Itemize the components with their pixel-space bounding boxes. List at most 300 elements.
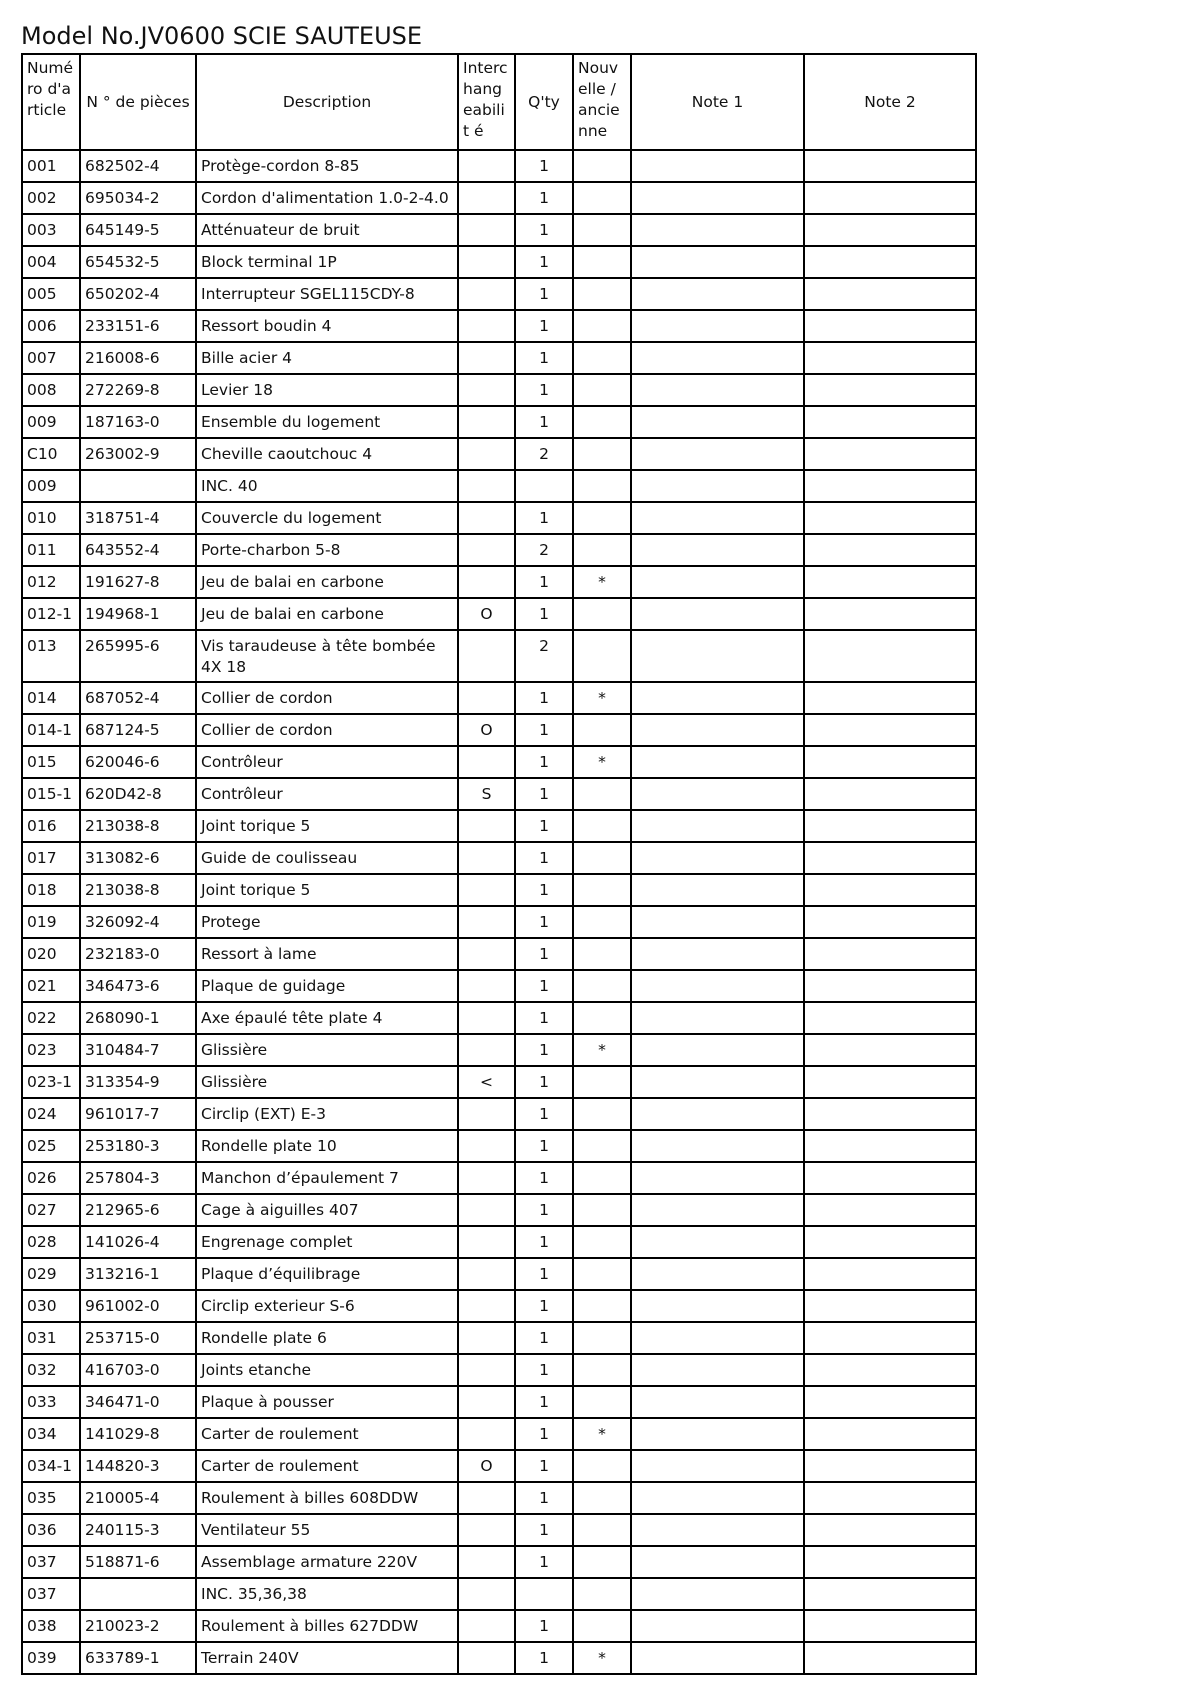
cell-interchangeability: <	[458, 1066, 515, 1098]
cell-part-number: 187163-0	[80, 406, 196, 438]
cell-item-number: 025	[22, 1130, 80, 1162]
cell-new-old	[573, 598, 631, 630]
cell-item-number: 023	[22, 1034, 80, 1066]
cell-interchangeability	[458, 406, 515, 438]
table-row	[22, 778, 976, 810]
cell-description: Axe épaulé tête plate 4	[196, 1002, 458, 1034]
cell-note-1	[631, 1258, 804, 1290]
cell-description: Circlip (EXT) E-3	[196, 1098, 458, 1130]
cell-note-1	[631, 438, 804, 470]
cell-interchangeability	[458, 630, 515, 682]
cell-note-2	[804, 1386, 976, 1418]
cell-note-1	[631, 374, 804, 406]
cell-note-2	[804, 1258, 976, 1290]
cell-interchangeability	[458, 1098, 515, 1130]
table-row	[22, 1546, 976, 1578]
cell-item-number: 039	[22, 1642, 80, 1674]
cell-part-number: 216008-6	[80, 342, 196, 374]
cell-interchangeability	[458, 938, 515, 970]
table-row	[22, 874, 976, 906]
cell-item-number: 019	[22, 906, 80, 938]
cell-description: Ventilateur 55	[196, 1514, 458, 1546]
cell-note-1	[631, 1290, 804, 1322]
cell-description: Cage à aiguilles 407	[196, 1194, 458, 1226]
cell-new-old	[573, 1514, 631, 1546]
cell-new-old	[573, 1162, 631, 1194]
page-title: Model No.JV0600 SCIE SAUTEUSE	[21, 22, 423, 50]
cell-quantity: 1	[515, 278, 573, 310]
cell-interchangeability	[458, 342, 515, 374]
cell-description: Manchon d’épaulement 7	[196, 1162, 458, 1194]
cell-item-number: 004	[22, 246, 80, 278]
cell-quantity: 1	[515, 1354, 573, 1386]
cell-quantity: 1	[515, 214, 573, 246]
cell-item-number: 029	[22, 1258, 80, 1290]
cell-item-number: 013	[22, 630, 80, 682]
cell-new-old	[573, 1258, 631, 1290]
cell-item-number: 032	[22, 1354, 80, 1386]
cell-new-old	[573, 406, 631, 438]
cell-new-old	[573, 1290, 631, 1322]
cell-item-number: 031	[22, 1322, 80, 1354]
cell-item-number: 009	[22, 406, 80, 438]
cell-quantity: 1	[515, 746, 573, 778]
cell-part-number: 213038-8	[80, 810, 196, 842]
cell-note-2	[804, 182, 976, 214]
cell-new-old	[573, 1578, 631, 1610]
cell-quantity: 1	[515, 1258, 573, 1290]
cell-description: Glissière	[196, 1034, 458, 1066]
cell-interchangeability	[458, 1354, 515, 1386]
cell-note-2	[804, 630, 976, 682]
cell-part-number: 326092-4	[80, 906, 196, 938]
cell-new-old	[573, 1226, 631, 1258]
cell-note-2	[804, 1546, 976, 1578]
cell-interchangeability	[458, 842, 515, 874]
cell-quantity: 1	[515, 1386, 573, 1418]
cell-note-1	[631, 1322, 804, 1354]
cell-note-1	[631, 810, 804, 842]
cell-note-2	[804, 246, 976, 278]
cell-note-1	[631, 1386, 804, 1418]
cell-quantity: 1	[515, 1418, 573, 1450]
cell-note-2	[804, 1066, 976, 1098]
header-quantity: Q'ty	[515, 54, 573, 150]
cell-note-1	[631, 182, 804, 214]
cell-note-1	[631, 1194, 804, 1226]
cell-part-number: 416703-0	[80, 1354, 196, 1386]
table-row	[22, 906, 976, 938]
cell-new-old: *	[573, 1642, 631, 1674]
table-row	[22, 374, 976, 406]
cell-quantity: 1	[515, 406, 573, 438]
cell-interchangeability	[458, 1386, 515, 1418]
cell-new-old	[573, 874, 631, 906]
cell-description: Joint torique 5	[196, 810, 458, 842]
cell-item-number: 011	[22, 534, 80, 566]
table-row	[22, 1354, 976, 1386]
cell-new-old	[573, 714, 631, 746]
cell-item-number: 038	[22, 1610, 80, 1642]
cell-quantity: 1	[515, 1546, 573, 1578]
cell-item-number: 030	[22, 1290, 80, 1322]
cell-interchangeability	[458, 1514, 515, 1546]
cell-interchangeability	[458, 1034, 515, 1066]
cell-note-1	[631, 1642, 804, 1674]
cell-note-1	[631, 778, 804, 810]
cell-note-1	[631, 1482, 804, 1514]
cell-description: Collier de cordon	[196, 714, 458, 746]
cell-item-number: 015-1	[22, 778, 80, 810]
cell-part-number: 141029-8	[80, 1418, 196, 1450]
cell-item-number: 010	[22, 502, 80, 534]
cell-note-1	[631, 598, 804, 630]
cell-new-old	[573, 214, 631, 246]
header-interchangeability: Interc hang eabilit é	[458, 54, 515, 150]
cell-note-2	[804, 1130, 976, 1162]
cell-quantity: 1	[515, 1450, 573, 1482]
cell-quantity: 1	[515, 1322, 573, 1354]
table-row	[22, 714, 976, 746]
cell-quantity: 1	[515, 1162, 573, 1194]
table-row	[22, 1002, 976, 1034]
cell-interchangeability	[458, 1130, 515, 1162]
cell-note-2	[804, 470, 976, 502]
cell-item-number: 034	[22, 1418, 80, 1450]
cell-description: Circlip exterieur S-6	[196, 1290, 458, 1322]
cell-description: Roulement à billes 608DDW	[196, 1482, 458, 1514]
cell-note-1	[631, 278, 804, 310]
cell-description: Ressort à lame	[196, 938, 458, 970]
cell-item-number: 022	[22, 1002, 80, 1034]
cell-part-number: 318751-4	[80, 502, 196, 534]
cell-description: Plaque de guidage	[196, 970, 458, 1002]
table-row	[22, 1610, 976, 1642]
cell-description: Cordon d'alimentation 1.0-2-4.0	[196, 182, 458, 214]
cell-part-number: 313216-1	[80, 1258, 196, 1290]
table-row	[22, 1642, 976, 1674]
cell-quantity: 1	[515, 310, 573, 342]
cell-description: Rondelle plate 6	[196, 1322, 458, 1354]
table-body	[22, 150, 976, 1674]
cell-description: Porte-charbon 5-8	[196, 534, 458, 566]
header-note-2: Note 2	[804, 54, 976, 150]
cell-note-2	[804, 842, 976, 874]
table-row	[22, 1258, 976, 1290]
cell-interchangeability: O	[458, 714, 515, 746]
cell-new-old	[573, 1066, 631, 1098]
cell-interchangeability	[458, 970, 515, 1002]
cell-note-2	[804, 1578, 976, 1610]
cell-new-old	[573, 342, 631, 374]
cell-new-old: *	[573, 682, 631, 714]
cell-interchangeability	[458, 438, 515, 470]
table-row	[22, 1290, 976, 1322]
cell-interchangeability	[458, 1162, 515, 1194]
cell-part-number: 268090-1	[80, 1002, 196, 1034]
table-row	[22, 1098, 976, 1130]
table-row	[22, 1194, 976, 1226]
cell-item-number: 023-1	[22, 1066, 80, 1098]
cell-note-1	[631, 1066, 804, 1098]
table-row	[22, 1162, 976, 1194]
cell-note-1	[631, 1546, 804, 1578]
cell-part-number: 961017-7	[80, 1098, 196, 1130]
cell-part-number: 213038-8	[80, 874, 196, 906]
cell-part-number: 233151-6	[80, 310, 196, 342]
cell-note-2	[804, 970, 976, 1002]
cell-interchangeability	[458, 566, 515, 598]
cell-part-number: 643552-4	[80, 534, 196, 566]
cell-new-old	[573, 630, 631, 682]
table-row	[22, 1418, 976, 1450]
cell-new-old	[573, 1354, 631, 1386]
cell-part-number: 654532-5	[80, 246, 196, 278]
cell-part-number: 313354-9	[80, 1066, 196, 1098]
cell-note-1	[631, 874, 804, 906]
cell-quantity: 1	[515, 1514, 573, 1546]
cell-new-old	[573, 1546, 631, 1578]
cell-new-old	[573, 1098, 631, 1130]
table-row	[22, 246, 976, 278]
cell-new-old	[573, 1130, 631, 1162]
cell-item-number: 014-1	[22, 714, 80, 746]
cell-part-number: 253180-3	[80, 1130, 196, 1162]
table-row	[22, 150, 976, 182]
cell-part-number: 313082-6	[80, 842, 196, 874]
cell-note-2	[804, 874, 976, 906]
cell-note-2	[804, 502, 976, 534]
cell-note-2	[804, 778, 976, 810]
table-row	[22, 598, 976, 630]
cell-description: INC. 35,36,38	[196, 1578, 458, 1610]
cell-part-number: 682502-4	[80, 150, 196, 182]
cell-new-old	[573, 438, 631, 470]
cell-description: Bille acier 4	[196, 342, 458, 374]
cell-new-old	[573, 970, 631, 1002]
cell-part-number	[80, 470, 196, 502]
cell-note-2	[804, 1194, 976, 1226]
cell-note-2	[804, 1610, 976, 1642]
table-row	[22, 1514, 976, 1546]
cell-note-1	[631, 1098, 804, 1130]
table-header-row	[22, 54, 976, 150]
cell-interchangeability	[458, 214, 515, 246]
cell-description: Carter de roulement	[196, 1450, 458, 1482]
cell-quantity: 1	[515, 598, 573, 630]
cell-note-1	[631, 502, 804, 534]
cell-new-old	[573, 534, 631, 566]
cell-new-old	[573, 810, 631, 842]
cell-note-1	[631, 310, 804, 342]
cell-note-1	[631, 630, 804, 682]
cell-description: Block terminal 1P	[196, 246, 458, 278]
cell-item-number: 018	[22, 874, 80, 906]
cell-description: Engrenage complet	[196, 1226, 458, 1258]
cell-quantity: 1	[515, 906, 573, 938]
cell-interchangeability: O	[458, 1450, 515, 1482]
cell-interchangeability	[458, 182, 515, 214]
cell-note-1	[631, 150, 804, 182]
cell-note-1	[631, 246, 804, 278]
cell-description: Couvercle du logement	[196, 502, 458, 534]
cell-note-1	[631, 746, 804, 778]
cell-interchangeability: S	[458, 778, 515, 810]
cell-part-number: 253715-0	[80, 1322, 196, 1354]
table-row	[22, 1322, 976, 1354]
cell-new-old	[573, 374, 631, 406]
cell-interchangeability	[458, 502, 515, 534]
cell-note-2	[804, 1642, 976, 1674]
cell-item-number: 024	[22, 1098, 80, 1130]
cell-description: Jeu de balai en carbone	[196, 566, 458, 598]
cell-item-number: 027	[22, 1194, 80, 1226]
cell-new-old: *	[573, 1418, 631, 1450]
table-row	[22, 746, 976, 778]
cell-note-2	[804, 278, 976, 310]
cell-quantity: 1	[515, 970, 573, 1002]
cell-new-old	[573, 1386, 631, 1418]
cell-interchangeability	[458, 1546, 515, 1578]
table-row	[22, 938, 976, 970]
cell-item-number: 036	[22, 1514, 80, 1546]
table-row	[22, 1066, 976, 1098]
cell-item-number: 003	[22, 214, 80, 246]
cell-item-number: 002	[22, 182, 80, 214]
cell-quantity: 1	[515, 1610, 573, 1642]
table-row	[22, 406, 976, 438]
cell-description: Interrupteur SGEL115CDY-8	[196, 278, 458, 310]
cell-new-old	[573, 938, 631, 970]
cell-note-1	[631, 906, 804, 938]
cell-note-2	[804, 1002, 976, 1034]
table-row	[22, 534, 976, 566]
cell-note-2	[804, 1514, 976, 1546]
cell-description: Rondelle plate 10	[196, 1130, 458, 1162]
cell-note-1	[631, 682, 804, 714]
cell-item-number: 014	[22, 682, 80, 714]
cell-new-old	[573, 1450, 631, 1482]
cell-note-2	[804, 438, 976, 470]
cell-quantity: 1	[515, 842, 573, 874]
cell-note-1	[631, 566, 804, 598]
cell-item-number: 034-1	[22, 1450, 80, 1482]
cell-new-old	[573, 150, 631, 182]
cell-quantity: 1	[515, 1226, 573, 1258]
table-row	[22, 1226, 976, 1258]
cell-interchangeability	[458, 1002, 515, 1034]
parts-table	[21, 53, 977, 1675]
cell-description: Plaque d’équilibrage	[196, 1258, 458, 1290]
cell-description: Assemblage armature 220V	[196, 1546, 458, 1578]
header-description: Description	[196, 54, 458, 150]
cell-quantity: 1	[515, 150, 573, 182]
cell-part-number: 212965-6	[80, 1194, 196, 1226]
cell-interchangeability	[458, 534, 515, 566]
table-row	[22, 214, 976, 246]
cell-new-old	[573, 470, 631, 502]
cell-part-number: 272269-8	[80, 374, 196, 406]
cell-description: Ensemble du logement	[196, 406, 458, 438]
cell-quantity	[515, 1578, 573, 1610]
cell-note-2	[804, 810, 976, 842]
cell-note-2	[804, 150, 976, 182]
cell-quantity: 1	[515, 502, 573, 534]
header-item-number: Numé ro d'a rticle	[22, 54, 80, 150]
cell-description: Ressort boudin 4	[196, 310, 458, 342]
cell-quantity: 1	[515, 1098, 573, 1130]
table-row	[22, 1386, 976, 1418]
cell-description: Guide de coulisseau	[196, 842, 458, 874]
cell-note-1	[631, 842, 804, 874]
cell-interchangeability	[458, 1418, 515, 1450]
cell-quantity: 1	[515, 566, 573, 598]
cell-description: Cheville caoutchouc 4	[196, 438, 458, 470]
cell-new-old	[573, 842, 631, 874]
cell-part-number: 210023-2	[80, 1610, 196, 1642]
cell-interchangeability	[458, 1482, 515, 1514]
cell-description: Vis taraudeuse à tête bombée 4X 18	[196, 630, 458, 682]
cell-note-2	[804, 714, 976, 746]
cell-part-number: 346473-6	[80, 970, 196, 1002]
cell-item-number: 005	[22, 278, 80, 310]
cell-part-number: 141026-4	[80, 1226, 196, 1258]
header-part-number: N ° de pièces	[80, 54, 196, 150]
cell-description: Glissière	[196, 1066, 458, 1098]
cell-description: Joint torique 5	[196, 874, 458, 906]
table-row	[22, 470, 976, 502]
cell-description: Contrôleur	[196, 778, 458, 810]
cell-note-1	[631, 1418, 804, 1450]
cell-quantity: 2	[515, 534, 573, 566]
table-row	[22, 810, 976, 842]
cell-quantity: 1	[515, 1002, 573, 1034]
cell-quantity: 1	[515, 1066, 573, 1098]
table-row	[22, 342, 976, 374]
cell-new-old	[573, 1482, 631, 1514]
cell-note-2	[804, 1098, 976, 1130]
cell-quantity: 1	[515, 810, 573, 842]
table-row	[22, 438, 976, 470]
cell-quantity: 1	[515, 938, 573, 970]
cell-part-number: 645149-5	[80, 214, 196, 246]
cell-quantity: 1	[515, 682, 573, 714]
cell-quantity: 1	[515, 714, 573, 746]
cell-part-number: 263002-9	[80, 438, 196, 470]
cell-note-2	[804, 1034, 976, 1066]
cell-note-2	[804, 214, 976, 246]
cell-description: Levier 18	[196, 374, 458, 406]
table-row	[22, 1034, 976, 1066]
cell-item-number: 026	[22, 1162, 80, 1194]
cell-note-1	[631, 1226, 804, 1258]
cell-note-1	[631, 938, 804, 970]
table-row	[22, 1130, 976, 1162]
cell-interchangeability	[458, 470, 515, 502]
cell-interchangeability	[458, 1258, 515, 1290]
cell-interchangeability	[458, 1578, 515, 1610]
cell-note-1	[631, 1130, 804, 1162]
cell-description: Atténuateur de bruit	[196, 214, 458, 246]
cell-part-number: 257804-3	[80, 1162, 196, 1194]
cell-quantity: 2	[515, 438, 573, 470]
cell-description: Joints etanche	[196, 1354, 458, 1386]
cell-quantity: 1	[515, 1130, 573, 1162]
cell-item-number: 007	[22, 342, 80, 374]
cell-note-1	[631, 1034, 804, 1066]
cell-part-number: 194968-1	[80, 598, 196, 630]
cell-note-2	[804, 1162, 976, 1194]
